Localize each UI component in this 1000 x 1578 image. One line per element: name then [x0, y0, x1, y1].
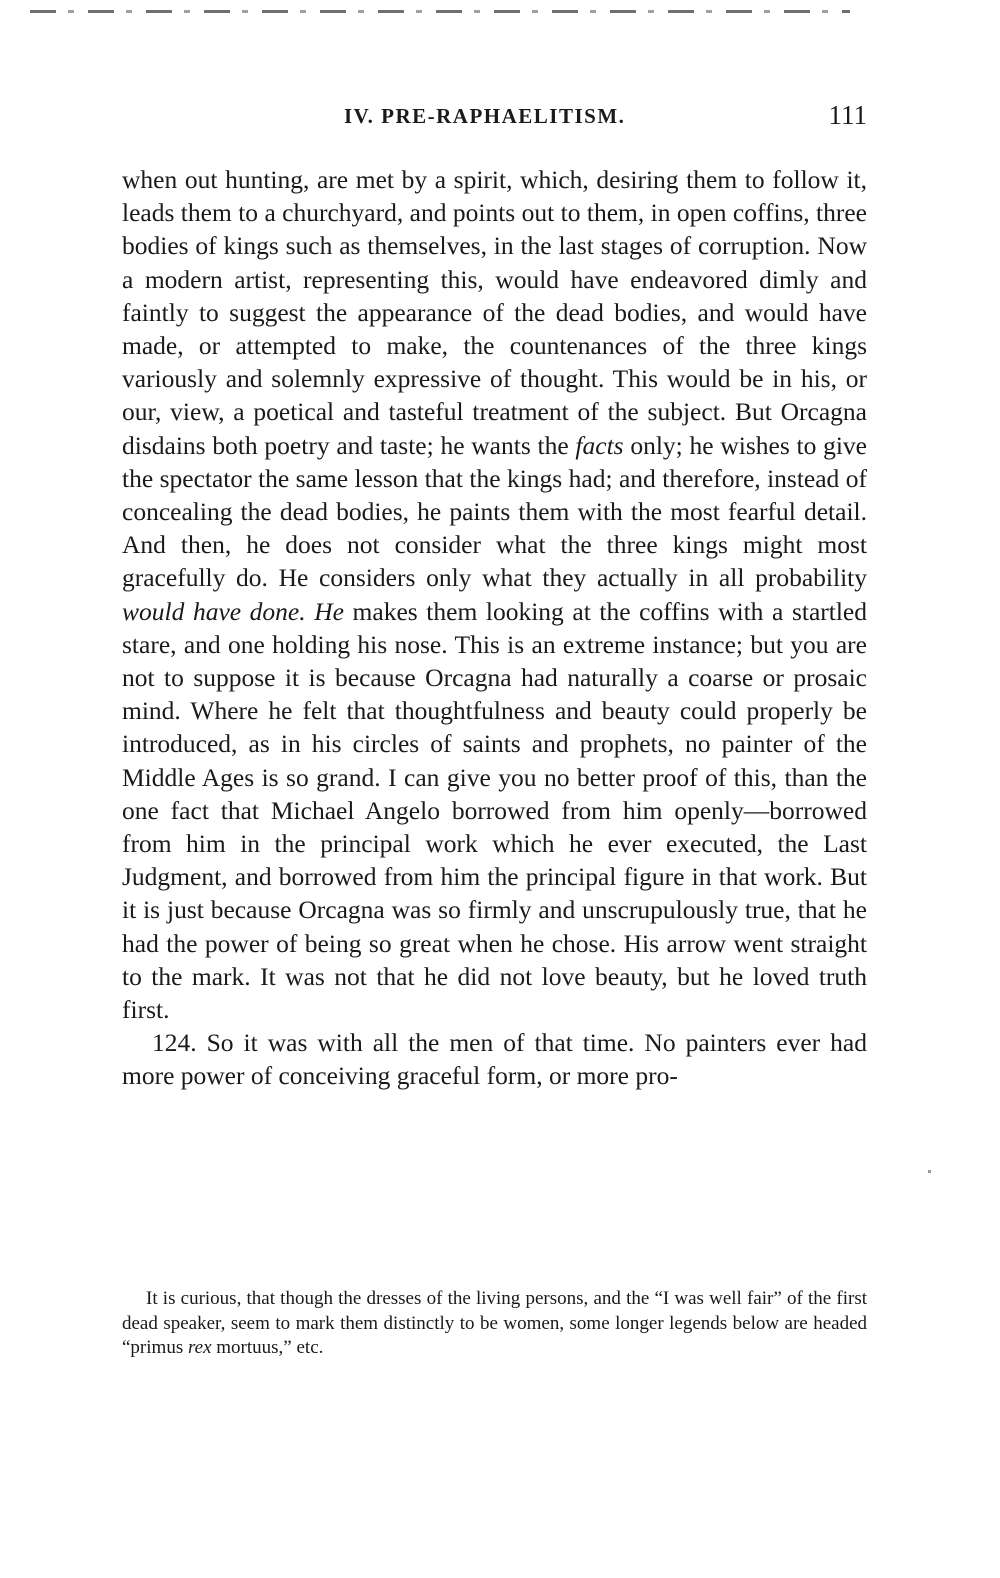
scan-artifact-rule [30, 10, 850, 13]
page-number: 111 [828, 100, 867, 130]
page-header [122, 100, 867, 136]
footnote-italic: rex [187, 1337, 212, 1358]
margin-speck [928, 1170, 931, 1173]
paragraph-text: when out hunting, are met by a spirit, which, desiring them to follow it, leads them to a churchyard, and points out to them, in open coffins, three bodies of kings such as themselves, in the last stages of corruption. Now a modern artist, representing this, would have endeavored dimly and faintly to suggest the appearance of the dead bodies, and would have made, or attempted to make, the countenances of the three kings variously and solemnly expressive of thought. This would be in his, or our, view, a poetical and tasteful treatment of the subject. But Orcagna disdains both poetry and taste; he wants the [122, 165, 867, 460]
running-head: IV. PRE-RAPHAELITISM. [344, 104, 626, 128]
body-text [122, 163, 867, 1093]
paragraph-continued [122, 163, 867, 1026]
footnote-text: mortuus,” etc. [211, 1337, 324, 1358]
italic-emphasis: facts [575, 430, 624, 460]
italic-emphasis: would have done. He [122, 596, 344, 626]
paragraph-text: makes them looking at the coffins with a startled stare, and one holding his nose. This is an extreme instance; but you are not to suppose it is because Orcagna had naturally a coarse or prosaic mind. Where he felt that thoughtfulness and beauty could properly be introduced, as in his circles of saints and prophets, no painter of the Middle Ages is so grand. I can give you no better proof of this, than the one fact that Michael Angelo borrowed from him openly—borrowed from him in the principal work which he ever executed, the Last Judgment, and borrowed from him the principal figure in that work. But it is just because Orcagna was so firmly and unscrupulously true, that he had the power of being so great when he chose. His arrow went straight to the mark. It was not that he did not love beauty, but he loved truth first. [122, 596, 867, 1025]
paragraph-124: 124. So it was with all the men of that time. No painters ever had more power of conceiving graceful form, or more pro- [122, 1028, 867, 1091]
paragraph-text: only; he wishes to give the spectator the same lesson that the kings had; and therefore, instead of concealing the dead bodies, he paints them with the most fearful detail. And then, he does not consider what the three kings might most gracefully do. He considers only what they actually in all probability [122, 430, 867, 593]
footnote-text: It is curious, that though the dresses of the living persons, and the “I was well fair” of the first dead speaker, seem to mark them distinctly to be women, some longer legends below are headed “primus [122, 1288, 867, 1358]
footnote [122, 1287, 867, 1361]
